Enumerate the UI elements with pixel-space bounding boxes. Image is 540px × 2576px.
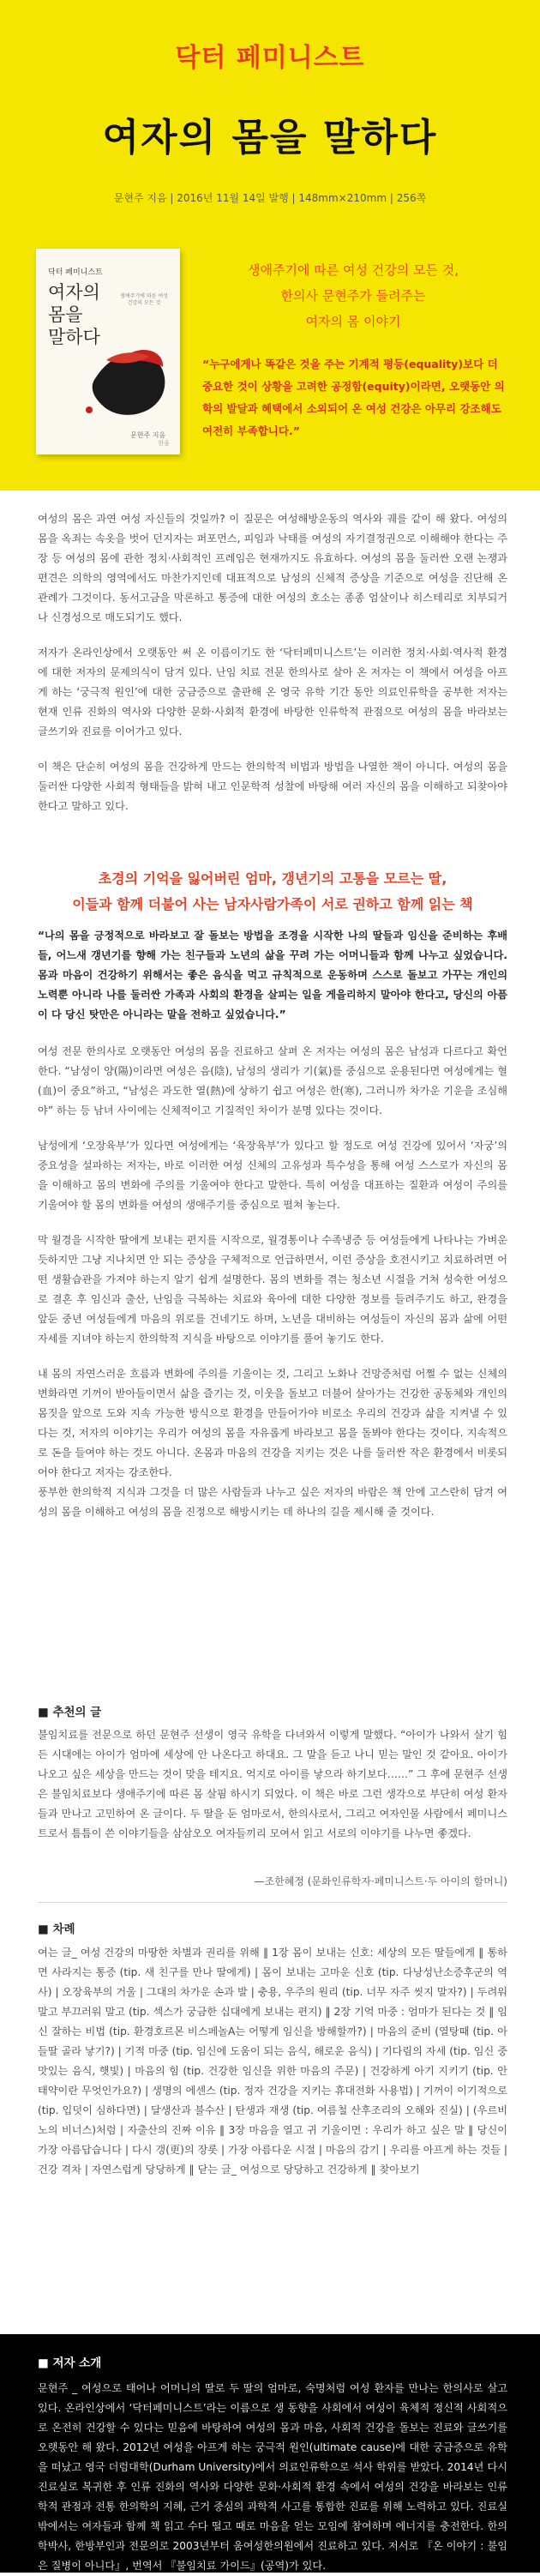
intro-paragraph: 이 책은 단순히 여성의 몸을 건강하게 만드는 한의학적 비법과 방법을 나열한 책이 아니다. 여성의 몸을 둘러싼 다양한 사회적 형태들을 밝혀 내고 인문학적 성찰에 바탕해 여러 자신의 몸을 이해하고 되찾아야 한다고 말하고 있다. xyxy=(38,761,507,812)
recommend-signer: —조한혜정 (문화인류학자·페미니스트·두 아이의 할머니) xyxy=(254,1875,507,1887)
author-quote: “나의 몸을 긍정적으로 바라보고 잘 돌보는 방법을 조경을 시작한 나의 딸들과 임신을 준비하는 후배들, 어느새 갱년기를 향해 가는 친구들과 노년의 삶을 꾸려 가는 어머니들과 함께 나누고 싶었습니다. 몸과 마음이 건강하기 위해서는 좋은 음식을 먹고 규칙적으로 운동하며 스스로 돌보고 가꾸는 개인의 노력뿐 아니라 나를 둘러싼 가족과 사회의 환경을 살피는 일을 게을리하지 말아야 한다고, 당신의 아픔이 다 당신 탓만은 아니라는 말을 전하고 싶었습니다.” xyxy=(38,930,507,1020)
recommend-heading: ■ 추천의 글 xyxy=(38,1706,102,1719)
toc-text: 여는 글_ 여성 건강의 마땅한 차별과 권리를 위해 ‖ 1장 몸이 보내는 신호: 세상의 모든 딸들에게 ‖ 통하면 사라지는 통증 (tip. 새 친구를 만나 딸에게) | 몸이 보내는 고마운 신호 (tip. 다낭성난소증후군의 역사) | 오장육부의 거울 | 그대의 차가운 손과 발 | 충용, 우주의 원리 (tip. 너무 자주 씻지 말자?) | 두려워 말고 부끄러워 말고 (tip. 섹스가 궁금한 십대에게 보내는 편지) ‖ 2장 기억 마중 : 엄마가 된다는 것 ‖ 임신 잘하는 비법 (tip. 환경호르몬 비스페놀A는 어떻게 임신을 방해할까?) | 마음의 준비 (열탕때 (tip. 아들딸 골라 낳기?) | 기적 마중 (tip. 임신에 도움이 되는 음식, 해로운 음식) | 기다림의 자세 (tip. 임신 중 맛있는 음식, 햇빛) | 마음의 힘 (tip. 건강한 임신을 위한 마음의 주문) | 건강하게 아기 지키기 (tip. 안태약이란 무엇인가요?) | 생명의 에센스 (tip. 정자 건강을 지키는 휴대전화 사용법) | 기꺼이 이기적으로 (tip. 입덧이 심하다면) | 달생산과 불수산 | 탄생과 재생 (tip. 여름철 산후조리의 오해와 진실) | (우르비노의 비너스)처럼 | 자출산의 진짜 이유 ‖ 3장 마음을 열고 귀 기울이면 : 우리가 하고 싶은 말 ‖ 당신이 가장 아름답습니다 | 다시 갱(更)의 장롯 | 가장 아름다운 시절 | 마음의 감기 | 우리를 아프게 하는 것들 | 건강 격차 | 자연스럽게 당당하게 ‖ 닫는 글_ 여성으로 당당하고 건강하게 ‖ 찾아보기 xyxy=(38,1947,507,2176)
cover-title-line: 몸을 xyxy=(48,304,83,325)
author-intro-footer xyxy=(0,2334,540,2573)
cover-title-line: 말하다 xyxy=(48,327,100,347)
pink-headline xyxy=(38,866,507,918)
hero-banner xyxy=(0,0,540,491)
intro-section xyxy=(38,509,507,816)
body-paragraph: 남성에게 ‘오장육부’가 있다면 여성에게는 ‘육장육부’가 있다고 할 정도로 여성 건강에 있어서 ‘자궁’의 중요성을 설파하는 저자는, 바로 이러한 여성 신체의 고유성과 특수성을 통해 여성 스스로가 자신의 몸을 이해하고 몸의 변화에 주의를 기울여야 한다고 말한다. 특히 여성을 대표하는 질환과 여성이 주의를 기울여야 할 몸의 변화를 여성의 생애주기를 중심으로 펼쳐 놓는다. xyxy=(38,1140,507,1211)
toc-heading: ■ 차례 xyxy=(38,1923,75,1936)
author-text: 문현주 _ 여성으로 태어나 어머니의 딸로 두 딸의 엄마로, 숙명처럼 여성 환자를 만나는 한의사로 살고 있다. 온라인상에서 ‘닥터페미니스트’라는 이름으로 생 동향을 사회에서 여성이 육체적 정신적 사회적으로 온전히 건강할 수 있다는 믿음에 바탕하여 여성의 몸과 마음, 사회적 건강을 돌보는 진료와 글쓰기를 오랫동안 해 왔다. 2012년 여성을 아프게 하는 궁극적 원인(ultimate cause)에 대한 궁금증으로 유학을 떠났고 영국 더럼대학(Durham University)에서 의료인류학으로 석사 학위를 받았다. 2014년 다시 진료실로 복귀한 후 인류 진화의 역사와 다양한 문화·사회적 환경 속에서 여성의 건강을 바라보는 인류학적 관점과 전통 한의학의 지혜, 근거 중심의 과학적 사고를 통합한 진료를 위해 노력하고 있다. 진료실 밖에서는 여자들과 함께 책 읽고 수다 떨고 때로 마음을 얻는 모임에 참여하며 에너지를 충전한다. 한의학박사, 한방부인과 전문의로 2003년부터 움여성한의원에서 진료하고 있다. 저서로 『온 이야기 : 불임은 질병이 아니다』, 번역서 『불임치료 가이드』(공역)가 있다. xyxy=(38,2382,507,2572)
body-paragraph: 막 월경을 시작한 딸에게 보내는 편지를 시작으로, 월경통이나 수족냉증 등 여성들에게 나타나는 가벼운 듯하지만 그냥 지나치면 안 되는 증상을 구체적으로 언급하면서, 이런 증상을 호전시키고 치료하려면 어떤 생활습관을 가져야 하는지 알기 쉽게 설명한다. 몸의 변화를 겪는 청소년 시절을 거쳐 성숙한 여성으로 결혼 후 임신과 출산, 난임을 극복하는 치료와 육아에 대한 다양한 정보를 들려주기도 하고, 완경을 앞둔 중년 여성들에게 마음의 위로를 건네기도 하며, 노년을 대비하는 여성들이 자신의 몸과 삶에 어떤 자세를 지녀야 하는지 한의학적 지식을 바탕으로 이야기를 풀어 놓기도 한다. xyxy=(38,1234,507,1345)
hero-headline-line: 여자의 몸 이야기 xyxy=(305,314,401,329)
series-title: 닥터 페미니스트 xyxy=(175,43,365,73)
body-section xyxy=(38,1042,507,1522)
intro-paragraph: 저자가 온라인상에서 오랫동안 써 온 이름이기도 한 ‘닥터페미니스트’는 이러한 정치·사회·역사적 환경에 대한 저자의 문제의식이 담겨 있다. 난임 치료 전문 한의사로 살아 온 저자는 이 책에서 여성을 아프게 하는 ‘궁극적 원인’에 대한 궁금증으로 출판해 온 영국 유학 기간 동안 의료인류학을 공부한 저자는 현재 인류 진화의 역사와 다양한 문화·사회적 환경에 바탕한 인류학적 관점으로 여성의 몸을 바라보는 글쓰기와 진료를 이어가고 있다. xyxy=(38,647,507,737)
cover-title-line: 여자의 xyxy=(48,282,100,303)
body-paragraph: 내 몸의 자연스러운 흐름과 변화에 주의를 기울이는 것, 그리고 노화나 건망증처럼 어쩔 수 없는 신체의 변화라면 기꺼이 받아들이면서 삶을 즐기는 것, 이웃을 돌보고 더불어 살아가는 건강한 공동체와 개인의 몸짓을 앞으로 도와 지속 가능한 방식으로 환경을 만들어가야 비로소 우리의 건강과 삶을 지켜낼 수 있다는 것, 저자의 이야기는 우리가 여성의 몸을 자유롭게 바라보고 몸을 돌봐야 한다는 것이다. 지속적으로 돈을 들여야 하는 것도 아니다. 온몸과 마음의 건강을 지키는 것은 나를 둘러싼 작은 환경에서 비롯되어야 한다고 저자는 강조한다. xyxy=(38,1368,507,1478)
cover-small-title: 닥터 페미니스트 xyxy=(48,268,103,277)
cover-author: 문현주 지음 xyxy=(130,431,166,439)
pink-headline-line: 초경의 기억을 잃어버린 엄마, 갱년기의 고통을 모르는 딸, xyxy=(98,870,447,887)
hero-headline-line: 한의사 문현주가 들려주는 xyxy=(280,288,426,304)
section-divider xyxy=(38,1902,507,1903)
recommend-section xyxy=(38,1725,507,1844)
author-heading: ■ 저자 소개 xyxy=(38,2356,102,2370)
hero-headline-line: 생애주기에 따른 여성 건강의 모든 것, xyxy=(248,262,459,278)
recommend-text: 불임치료를 전문으로 하던 문현주 선생이 영국 유학을 다녀와서 이렇게 말했다. “아이가 나와서 살기 힘든 시대에는 아이가 엄마에 세상에 안 나온다고 하대요. 그 말을 듣고 나니 믿는 말인 것 같아요. 아이가 나오고 싶은 세상을 만드는 것이 맞을 테지요. 억지로 아이를 낳으라 하기보다……” 그 후에 문현주 선생은 불임치료보다 생애주기에 따른 몸 살핌 하시기 되었다. 이 책은 바로 그런 생각으로 부단히 여성 환자들과 만나고 고민하여 온 글이다. 두 딸을 둔 엄마로서, 한의사로서, 그리고 여자인물 사람에서 페미니스트로서 틈틈이 쓴 이야기들을 삼삼오오 여자들끼리 모여서 읽고 서로의 이야기를 나누면 좋겠다. xyxy=(38,1729,507,1839)
cover-tagline: 생애주기에 따른 여성 건강의 모든 것 xyxy=(120,293,168,306)
cover-publisher: 한울 xyxy=(158,440,170,447)
pink-headline-line: 이들과 함께 더불어 사는 남자사람가족이 서로 권하고 함께 읽는 책 xyxy=(72,896,473,912)
toc-section xyxy=(38,1943,507,2180)
book-title: 여자의 몸을 말하다 xyxy=(102,116,438,159)
body-paragraph: 풍부한 한의학적 지식과 그것을 더 많은 사람들과 나누고 싶은 저자의 바람은 책 안에 고스란히 담겨 여성의 몸을 이해하고 여성의 몸을 진정으로 해방시키는 데 하나의 길을 제시해 줄 것이다. xyxy=(38,1486,507,1518)
hero-quote: “누구에게나 똑같은 것을 주는 기계적 평등(equality)보다 더 중요한 것이 상황을 고려한 공정함(equity)이라면, 오랫동안 의학의 발달과 혜택에서 소외되어 온 여성 건강은 아무리 강조해도 여전히 부족합니다.” xyxy=(202,358,505,437)
book-meta: 문현주 지음 | 2016년 11월 14일 발행 | 148mm×210mm | 256쪽 xyxy=(113,192,427,204)
hero-headline xyxy=(199,257,507,334)
book-cover-image xyxy=(36,249,180,454)
cover-illustration xyxy=(36,249,180,454)
intro-paragraph: 여성의 몸은 과연 여성 자신들의 것일까? 이 질문은 여성해방운동의 역사와 궤를 같이 해 왔다. 여성의 몸을 옥죄는 속옷을 벗어 던지자는 퍼포먼스, 피임과 낙태를 여성의 자기결정권으로 이해해야 한다는 주장 등 여성의 몸에 관한 정치·사회적인 프레임은 현재까지도 유효하다. 여성의 몸을 둘러싼 오랜 논쟁과 편견은 의학의 영역에서도 마찬가지인데 대표적으로 남성의 신체적 증상을 기준으로 여성을 진단해 온 관례가 그것이다. 동서고금을 막론하고 통증에 대한 여성의 호소는 종종 엄살이나 히스테리로 치부되거나 신경성으로 매도되기도 했다. xyxy=(38,513,507,623)
body-paragraph: 여성 전문 한의사로 오랫동안 여성의 몸을 진료하고 살펴 온 저자는 여성의 몸은 남성과 다르다고 확언한다. “남성이 양(陽)이라면 여성은 음(陰), 남성의 생리가 기(氣)를 중심으로 운용된다면 여성에게는 혈(血)이 중요”하고, “남성은 과도한 열(熱)에 상하기 쉽고 여성은 한(寒), 그러니까 차가운 기운을 조심해야” 하는 등 남녀 사이에는 신체적이고 기질적인 차이가 분명 있다는 것이다. xyxy=(38,1045,507,1116)
